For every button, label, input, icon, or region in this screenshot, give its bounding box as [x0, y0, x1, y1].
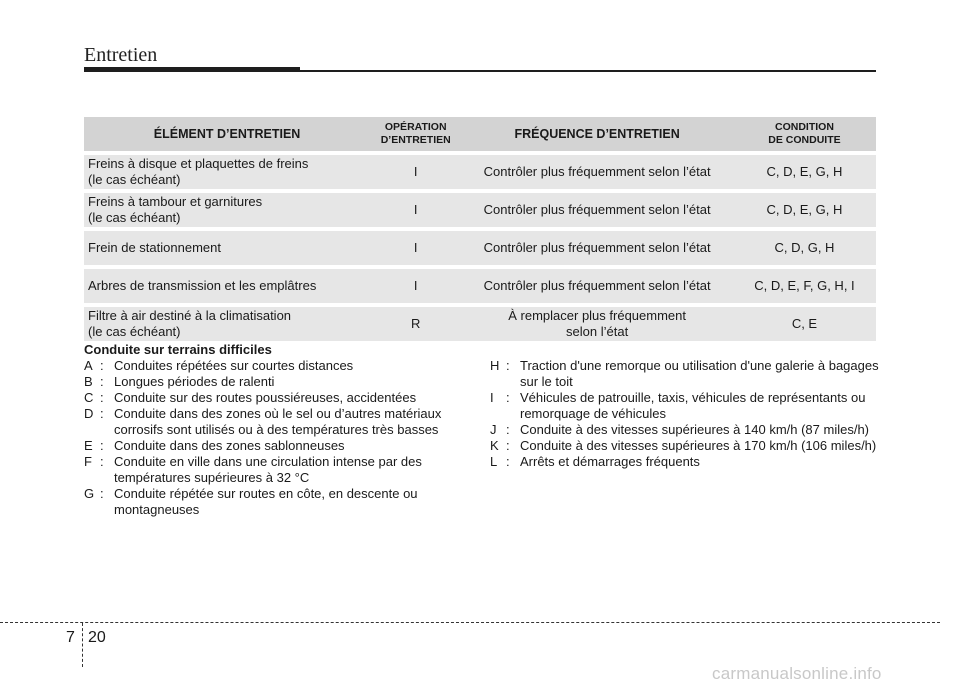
condition-item — [84, 486, 464, 518]
header-condition-line2: DE CONDUITE — [768, 134, 841, 146]
condition-colon: : — [100, 454, 104, 469]
condition-letter: K — [490, 438, 499, 453]
row-item-text: (le cas échéant) — [88, 172, 181, 187]
table-row — [84, 155, 876, 189]
condition-text: Traction d'une remorque ou utilisation d'une galerie à bagages sur le toit — [520, 358, 879, 389]
row-condition — [733, 269, 876, 303]
row-frequency-text: selon l’état — [566, 324, 629, 339]
condition-letter: G — [84, 486, 95, 501]
row-frequency — [461, 269, 733, 303]
row-operation — [370, 155, 461, 189]
condition-letter: J — [490, 422, 497, 437]
condition-text: Conduite dans des zones sablonneuses — [114, 438, 345, 453]
row-condition — [733, 307, 876, 341]
condition-item — [84, 390, 464, 406]
condition-text: Longues périodes de ralenti — [114, 374, 275, 389]
conditions-right-column — [490, 358, 880, 470]
condition-text: Conduite répétée sur routes en côte, en descente ou montagneuses — [114, 486, 418, 517]
header-condition-line1: CONDITION — [775, 121, 834, 133]
condition-colon: : — [100, 358, 104, 373]
condition-item — [490, 454, 880, 470]
condition-text: Conduite dans des zones où le sel ou d’autres matériaux corrosifs sont utilisés ou à des températures très basses — [114, 406, 442, 437]
header-rule-thin — [300, 70, 876, 72]
row-item-text: Freins à tambour et garnitures — [88, 194, 263, 209]
row-condition-text: C, D, E, F, G, H, I — [754, 278, 855, 293]
row-operation-text: I — [413, 278, 418, 293]
row-item — [84, 231, 370, 265]
row-frequency — [461, 231, 733, 265]
row-frequency-text: À remplacer plus fréquemment — [508, 308, 686, 323]
condition-item — [84, 454, 464, 486]
table-row — [84, 193, 876, 227]
page-chapter-number: 7 — [66, 629, 75, 646]
condition-colon: : — [100, 438, 104, 453]
condition-colon: : — [100, 374, 104, 389]
table-row — [84, 231, 876, 265]
row-condition-text: C, D, E, G, H — [766, 164, 843, 179]
row-condition-text: C, D, E, G, H — [766, 202, 843, 217]
condition-colon: : — [506, 390, 510, 405]
watermark-text: carmanualsonline.info — [712, 664, 882, 683]
maintenance-table — [84, 113, 876, 345]
table-row — [84, 269, 876, 303]
condition-item — [84, 358, 464, 374]
conditions-heading: Conduite sur terrains difficiles — [84, 342, 272, 357]
row-operation — [370, 193, 461, 227]
condition-letter: E — [84, 438, 93, 453]
condition-colon: : — [506, 438, 510, 453]
row-item-text: Frein de stationnement — [88, 240, 221, 255]
condition-colon: : — [100, 390, 104, 405]
row-condition — [733, 231, 876, 265]
condition-item — [490, 390, 880, 422]
row-item-text: Filtre à air destiné à la climatisation — [88, 308, 292, 323]
condition-letter: H — [490, 358, 500, 373]
row-frequency — [461, 307, 733, 341]
condition-colon: : — [506, 454, 510, 469]
row-item — [84, 155, 370, 189]
row-operation-text: I — [413, 164, 418, 179]
header-operation-line2: D’ENTRETIEN — [380, 134, 451, 146]
row-operation-text: R — [411, 316, 421, 331]
row-condition — [733, 193, 876, 227]
row-frequency-text: Contrôler plus fréquemment selon l’état — [483, 202, 711, 217]
condition-text: Véhicules de patrouille, taxis, véhicules de représentants ou remorquage de véhicules — [520, 390, 866, 421]
condition-letter: F — [84, 454, 92, 469]
row-item-text: (le cas échéant) — [88, 324, 181, 339]
condition-text: Conduite à des vitesses supérieures à 170 km/h (106 miles/h) — [520, 438, 877, 453]
row-item-text: Freins à disque et plaquettes de freins — [88, 156, 309, 171]
condition-text: Conduite sur des routes poussiéreuses, accidentées — [114, 390, 417, 405]
condition-letter: B — [84, 374, 93, 389]
condition-colon: : — [506, 358, 510, 373]
row-frequency-text: Contrôler plus fréquemment selon l’état — [483, 164, 711, 179]
row-frequency — [461, 193, 733, 227]
condition-colon: : — [506, 422, 510, 437]
row-operation-text: I — [413, 240, 418, 255]
row-item — [84, 193, 370, 227]
condition-colon: : — [100, 406, 104, 421]
table-header-row — [84, 117, 876, 151]
header-condition — [733, 117, 876, 151]
footer-vertical-divider — [82, 623, 83, 667]
condition-text: Conduites répétées sur courtes distances — [114, 358, 354, 373]
condition-letter: I — [490, 390, 494, 405]
row-operation — [370, 231, 461, 265]
page-header-title: Entretien — [84, 44, 158, 66]
condition-text: Conduite en ville dans une circulation intense par des températures supérieures à 32 °C — [114, 454, 422, 485]
table-row — [84, 307, 876, 341]
row-frequency-text: Contrôler plus fréquemment selon l’état — [483, 278, 711, 293]
condition-item — [490, 358, 880, 390]
row-operation — [370, 269, 461, 303]
row-condition-text: C, E — [791, 316, 818, 331]
row-frequency-text: Contrôler plus fréquemment selon l’état — [483, 240, 711, 255]
row-condition-text: C, D, G, H — [774, 240, 835, 255]
condition-letter: D — [84, 406, 94, 421]
condition-item — [84, 406, 464, 438]
row-item — [84, 269, 370, 303]
condition-letter: A — [84, 358, 93, 373]
header-frequency: FRÉQUENCE D’ENTRETIEN — [461, 117, 733, 151]
header-rule-thick — [84, 67, 300, 72]
row-condition — [733, 155, 876, 189]
condition-item — [84, 438, 464, 454]
row-operation-text: I — [413, 202, 418, 217]
condition-letter: L — [490, 454, 498, 469]
row-item-text: Arbres de transmission et les emplâtres — [88, 278, 317, 293]
condition-text: Arrêts et démarrages fréquents — [520, 454, 700, 469]
conditions-left-column — [84, 342, 464, 518]
header-operation — [370, 117, 461, 151]
condition-colon: : — [100, 486, 104, 501]
condition-item — [490, 438, 880, 454]
condition-letter: C — [84, 390, 94, 405]
condition-item — [490, 422, 880, 438]
header-operation-line1: OPÉRATION — [384, 121, 447, 133]
header-item: ÉLÉMENT D’ENTRETIEN — [84, 117, 370, 151]
condition-text: Conduite à des vitesses supérieures à 140 km/h (87 miles/h) — [520, 422, 870, 437]
row-item-text: (le cas échéant) — [88, 210, 181, 225]
row-frequency — [461, 155, 733, 189]
condition-item — [84, 374, 464, 390]
page-number: 20 — [88, 629, 106, 646]
row-operation — [370, 307, 461, 341]
row-item — [84, 307, 370, 341]
footer-divider — [0, 622, 940, 623]
